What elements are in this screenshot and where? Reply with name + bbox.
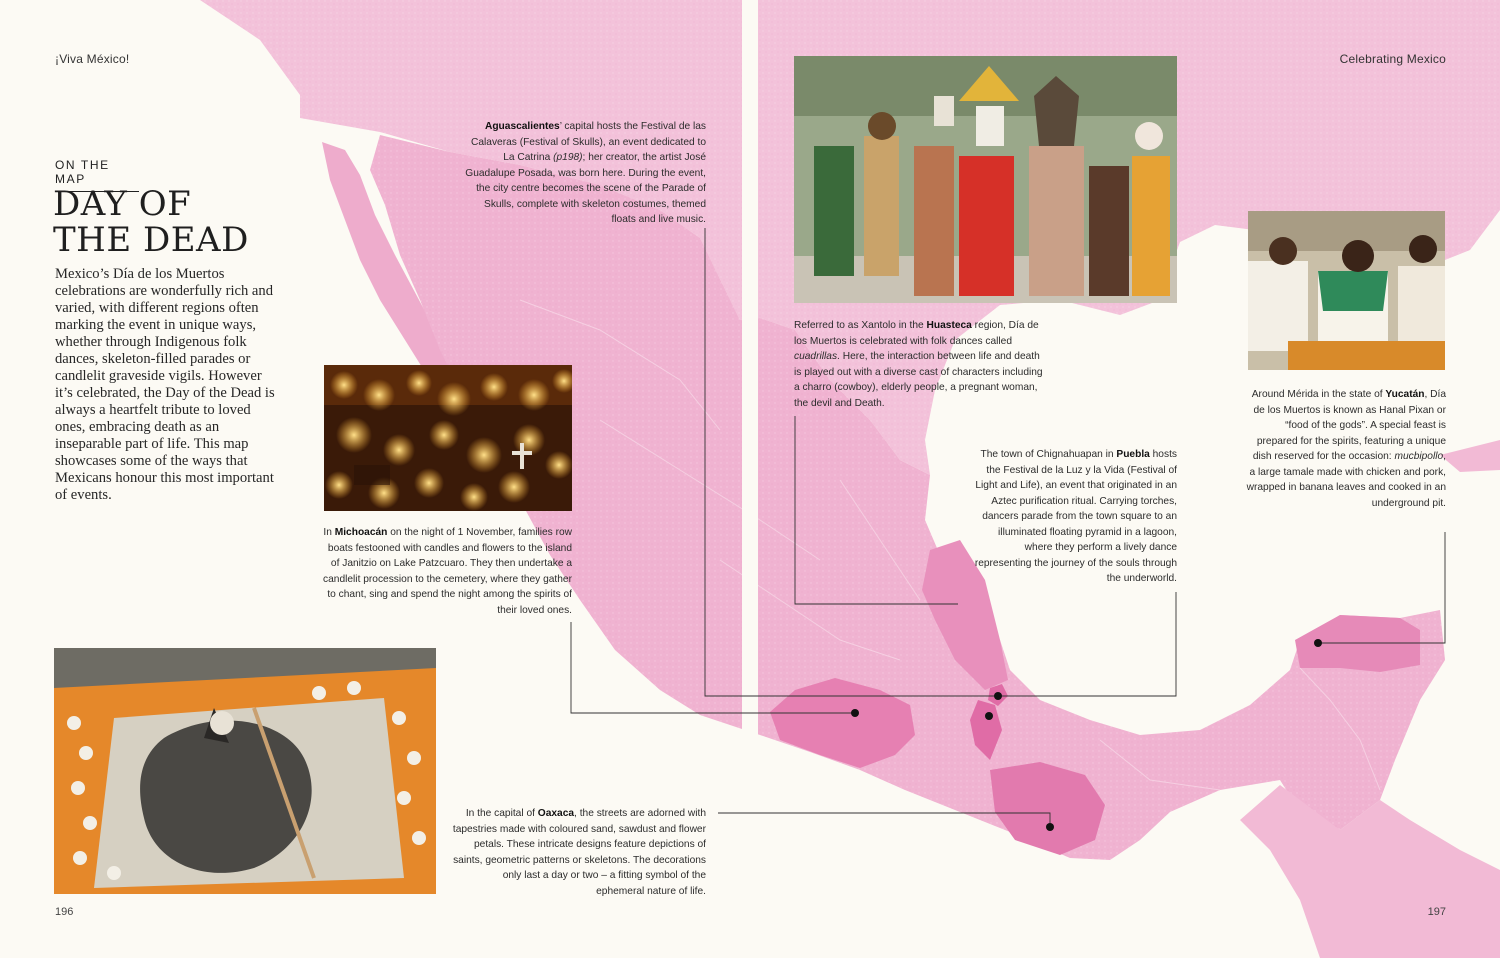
- caption-yucatan-text-b: , a large tamale made with chicken and pork, wrapped in banana leaves and cooked in an underground pit.: [1246, 451, 1446, 509]
- caption-huasteca-text-a: region, Día de los Muertos is celebrated with folk dances called: [794, 320, 1039, 347]
- book-gutter: [742, 0, 758, 958]
- photo-candlelit-cemetery: [324, 365, 572, 511]
- caption-michoacan: [320, 525, 572, 618]
- caption-oaxaca-place: Oaxaca: [537, 808, 575, 819]
- caption-oaxaca-text: , the streets are adorned with tapestries made with coloured sand, sawdust and flower petals. These intricate designs feature depictions of saints, geometric patterns or skeletons. The decorations only last a day or two – a fitting symbol of the ephemeral nature of life.: [452, 808, 706, 897]
- photo-hanal-pixan-cooks: [1248, 211, 1445, 370]
- photo-sand-tapestry-skeleton: [54, 648, 436, 894]
- caption-huasteca-place: Huasteca: [926, 320, 972, 331]
- caption-huasteca-pre: Referred to as Xantolo in the: [794, 320, 927, 331]
- intro-paragraph: Mexico’s Día de los Muertos celebrations are wonderfully rich and varied, with different regions often marking the event in unique ways, whether through Indigenous folk dances, skeleton-filled parades or candlelit graveside vigils. However it’s celebrated, the Day of the Dead is always a heartfelt tribute to loved ones, embracing death as an inseparable part of life. This map showcases some of the ways that Mexicans honour this most important of events.: [55, 266, 275, 503]
- caption-michoacan-place: Michoacán: [334, 527, 388, 538]
- caption-yucatan-pre: Around Mérida in the state of: [1251, 389, 1386, 400]
- caption-aguascalientes: [460, 119, 706, 228]
- running-head-right: Celebrating Mexico: [1339, 52, 1446, 66]
- caption-puebla-text: hosts the Festival de la Luz y la Vida (Festival of Light and Life), an event that originated in an Aztec purification ritual. Carrying torches, dancers parade from the town square to an illuminated floating pyramid in a lagoon, where they perform a lively dance representing the journey of the souls through the underworld.: [974, 449, 1177, 584]
- caption-oaxaca-pre: In the capital of: [465, 808, 538, 819]
- caption-puebla-place: Puebla: [1116, 449, 1150, 460]
- title-line-1: DAY OF: [53, 184, 192, 224]
- title-line-2: THE DEAD: [53, 220, 249, 260]
- caption-huasteca-dance: cuadrillas: [794, 351, 838, 362]
- page-number-right: 197: [1427, 906, 1446, 918]
- caption-aguascalientes-place: Aguascalientes: [484, 121, 560, 132]
- cuba: [1440, 440, 1500, 472]
- caption-yucatan-text-a: , Día de los Muertos is known as Hanal Pixan or “food of the gods”. A special feast is prepared for the spirits, featuring a unique dish reserved for the occasion:: [1252, 389, 1446, 462]
- caption-yucatan-dish: mucbipollo: [1394, 451, 1444, 462]
- caption-michoacan-text: on the night of 1 November, families row boats festooned with candles and flowers to the island of Janitzio on Lake Patzcuaro. They then undertake a candlelit procession to the cemetery, where they gather to chant, sing and spend the night among the spirits of their loved ones.: [323, 527, 572, 616]
- caption-huasteca-text-b: . Here, the interaction between life and death is played out with a diverse cast of characters including a charro (cowboy), elderly people, a pregnant woman, the devil and Death.: [794, 351, 1043, 409]
- caption-michoacan-pre: In: [323, 527, 335, 538]
- state-yucatan: [1295, 615, 1420, 672]
- caption-puebla: [968, 447, 1177, 587]
- page-number-left: 196: [55, 906, 74, 918]
- central-america: [1240, 785, 1500, 958]
- caption-aguascalientes-text-a: ’ capital hosts the Festival de las Calaveras (Festival of Skulls), an event dedicated to La Catrina: [471, 121, 706, 163]
- caption-oaxaca: [452, 806, 706, 899]
- caption-aguascalientes-text-b: ; her creator, the artist José Guadalupe Posada, was born here. During the event, the city centre becomes the scene of the Parade of Skulls, complete with skeleton costumes, themed floats and live music.: [465, 152, 706, 225]
- caption-puebla-pre: The town of Chignahuapan in: [980, 449, 1117, 460]
- caption-huasteca: [794, 318, 1044, 411]
- caption-aguascalientes-ref: (p198): [553, 152, 583, 163]
- photo-xantolo-dancers: [794, 56, 1177, 303]
- caption-yucatan: [1246, 387, 1446, 511]
- page-title: [53, 186, 293, 258]
- section-kicker: ON THE MAP: [55, 158, 139, 192]
- running-head-left: ¡Viva México!: [55, 52, 130, 66]
- caption-yucatan-place: Yucatán: [1385, 389, 1425, 400]
